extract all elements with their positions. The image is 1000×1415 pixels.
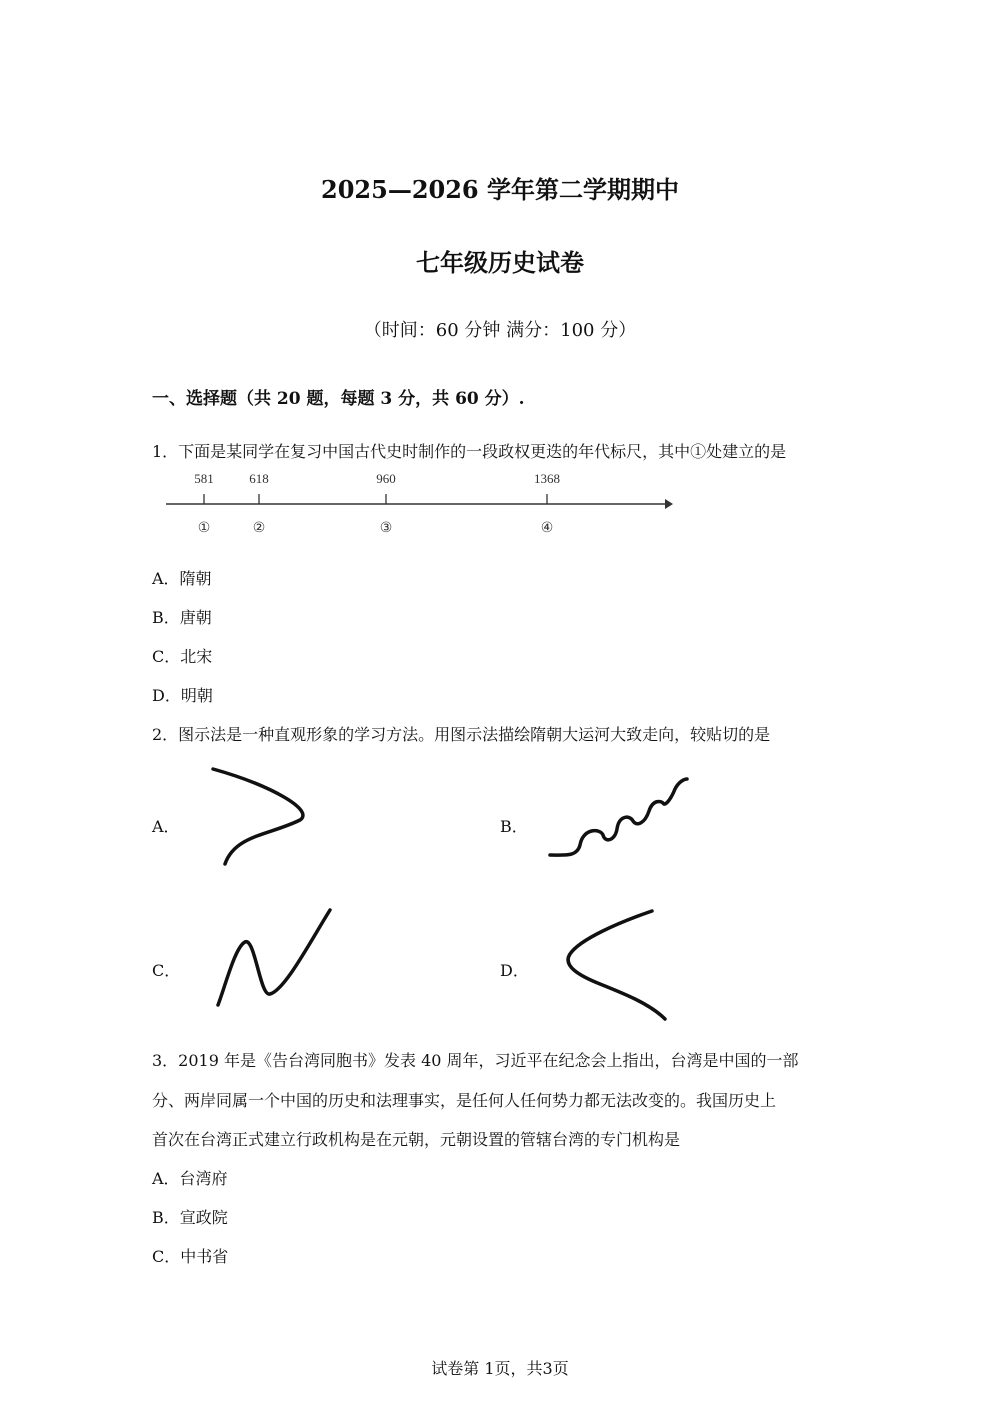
exam-subtitle: 七年级历史试卷 <box>416 248 584 277</box>
timeline-year-label: 581 <box>194 471 214 486</box>
question-3-text-line-3: 首次在台湾正式建立行政机构是在元朝，元朝设置的管辖台湾的专门机构是 <box>152 1130 681 1149</box>
timeline-year-label: 960 <box>376 471 396 486</box>
question-1-option-c[interactable]: C．北宋 <box>152 647 213 666</box>
question-3-text-line-1: 3．2019 年是《告台湾同胞书》发表 40 周年，习近平在纪念会上指出，台湾是中国的一部 <box>152 1051 799 1070</box>
question-2-option-a-label[interactable]: A． <box>152 817 180 836</box>
timeline-marker: ① <box>197 520 211 536</box>
timeline-year-label: 618 <box>249 471 269 486</box>
exam-info: （时间：60 分钟 满分：100 分） <box>363 320 637 341</box>
question-3-option-c[interactable]: C．中书省 <box>152 1247 229 1266</box>
question-2-text: 2．图示法是一种直观形象的学习方法。用图示法描绘隋朝大运河大致走向，较贴切的是 <box>152 725 771 744</box>
timeline-ticks <box>204 494 547 504</box>
question-2-option-d-label[interactable]: D． <box>500 961 529 980</box>
question-1-option-d[interactable]: D．明朝 <box>152 686 213 705</box>
question-2-option-c-label[interactable]: C． <box>152 961 181 980</box>
question-2-option-b-label[interactable]: B． <box>500 817 528 836</box>
timeline-year-label: 1368 <box>534 471 560 486</box>
timeline-figure <box>160 466 680 536</box>
canal-curve-c <box>210 902 340 1012</box>
timeline-arrow <box>665 499 673 509</box>
canal-curve-d <box>560 904 680 1024</box>
question-3-option-a[interactable]: A．台湾府 <box>152 1169 228 1188</box>
question-3-text-line-2: 分、两岸同属一个中国的历史和法理事实，是任何人任何势力都无法改变的。我国历史上 <box>152 1091 777 1110</box>
page-footer: 试卷第 1页，共3页 <box>431 1359 569 1378</box>
canal-curve-b <box>545 773 695 863</box>
question-1-option-a[interactable]: A．隋朝 <box>152 569 212 588</box>
section-heading: 一、选择题（共 20 题，每题 3 分，共 60 分）. <box>152 389 525 409</box>
question-3-option-b[interactable]: B．宣政院 <box>152 1208 228 1227</box>
canal-curve-a <box>200 760 320 870</box>
question-1-option-b[interactable]: B．唐朝 <box>152 608 212 627</box>
timeline-marker: ② <box>252 520 266 536</box>
question-1-text: 1．下面是某同学在复习中国古代史时制作的一段政权更迭的年代标尺，其中①处建立的是 <box>152 442 787 461</box>
exam-title: 2025—2026 学年第二学期期中 <box>321 175 679 204</box>
timeline-marker: ④ <box>540 520 554 536</box>
timeline-marker: ③ <box>379 520 393 536</box>
